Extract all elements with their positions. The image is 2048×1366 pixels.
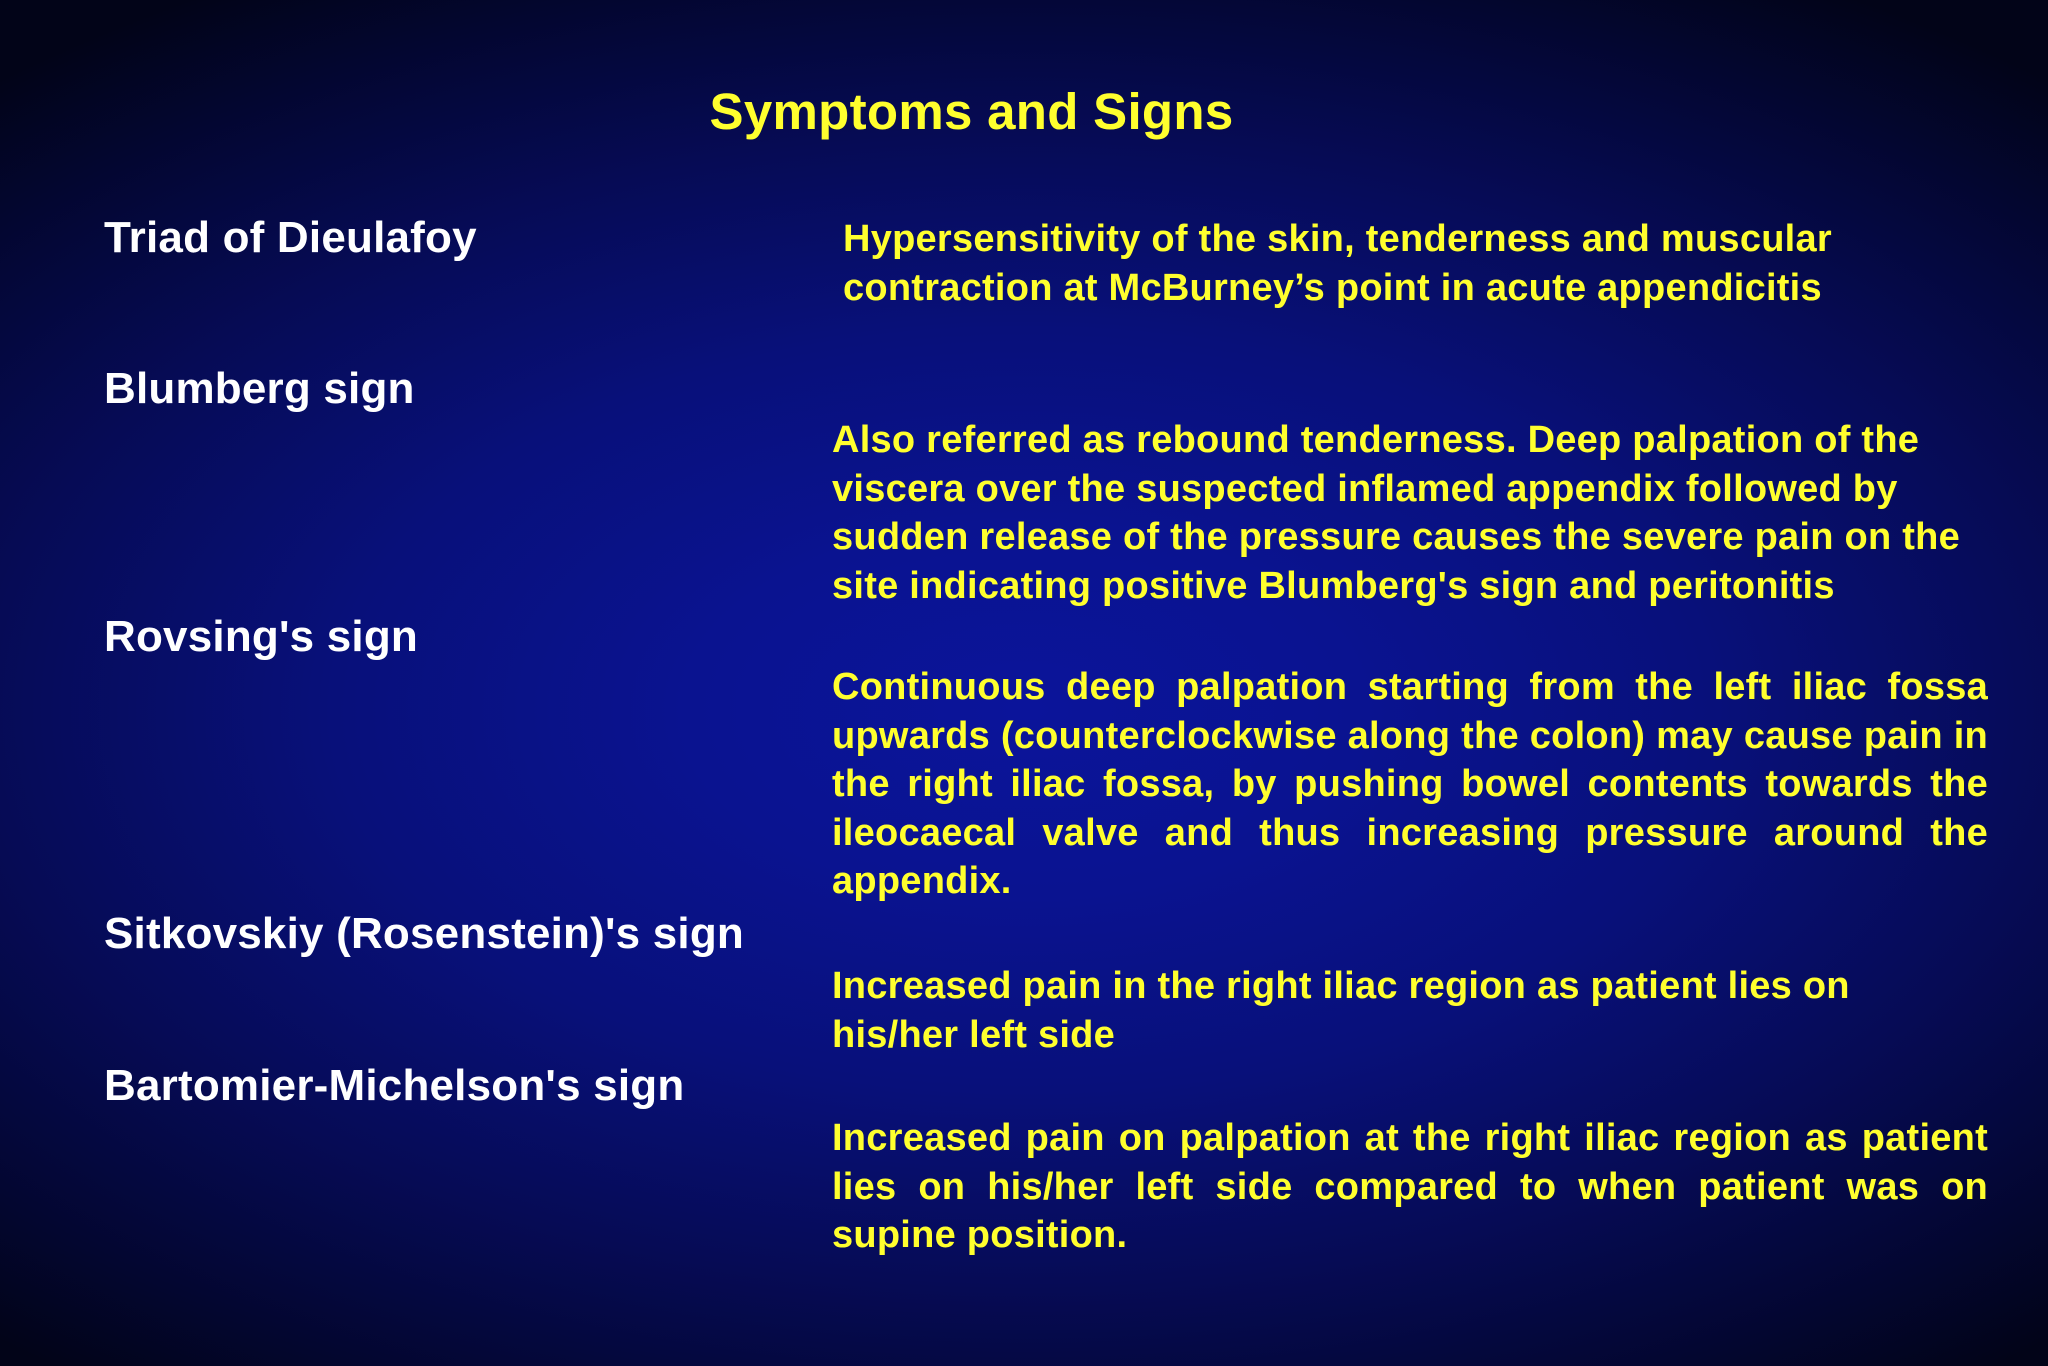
sign-description-bartomier-michelson: Increased pain on palpation at the right iliac region as patient lies on his/her left side compared to when patient was on supine position. bbox=[832, 1117, 1988, 1256]
sign-description-triad-of-dieulafoy: Hypersensitivity of the skin, tenderness and muscular contraction at McBurney’s point in acute appendicitis bbox=[843, 218, 1832, 309]
sign-name-triad-of-dieulafoy: Triad of Dieulafoy bbox=[104, 213, 477, 262]
sign-name-blumberg: Blumberg sign bbox=[104, 364, 415, 413]
sign-description-rovsing: Continuous deep palpation starting from the left iliac fossa upwards (counterclockwise along the colon) may cause pain in the right iliac fossa, by pushing bowel contents towards the ileocaecal valve and thus increasing pressure around the appendix. bbox=[832, 666, 1988, 902]
sign-name-rovsing: Rovsing's sign bbox=[104, 612, 418, 661]
sign-name-bartomier-michelson: Bartomier-Michelson's sign bbox=[104, 1061, 685, 1110]
slide-title: Symptoms and Signs bbox=[709, 83, 1234, 140]
sign-description-sitkovskiy: Increased pain in the right iliac region as patient lies on his/her left side bbox=[832, 965, 1850, 1056]
sign-name-sitkovskiy: Sitkovskiy (Rosenstein)'s sign bbox=[104, 909, 744, 958]
sign-description-blumberg: Also referred as rebound tenderness. Deep palpation of the viscera over the suspected inflamed appendix followed by sudden release of the pressure causes the severe pain on the site indicating positive Blumberg's sign and peritonitis bbox=[832, 419, 1960, 607]
